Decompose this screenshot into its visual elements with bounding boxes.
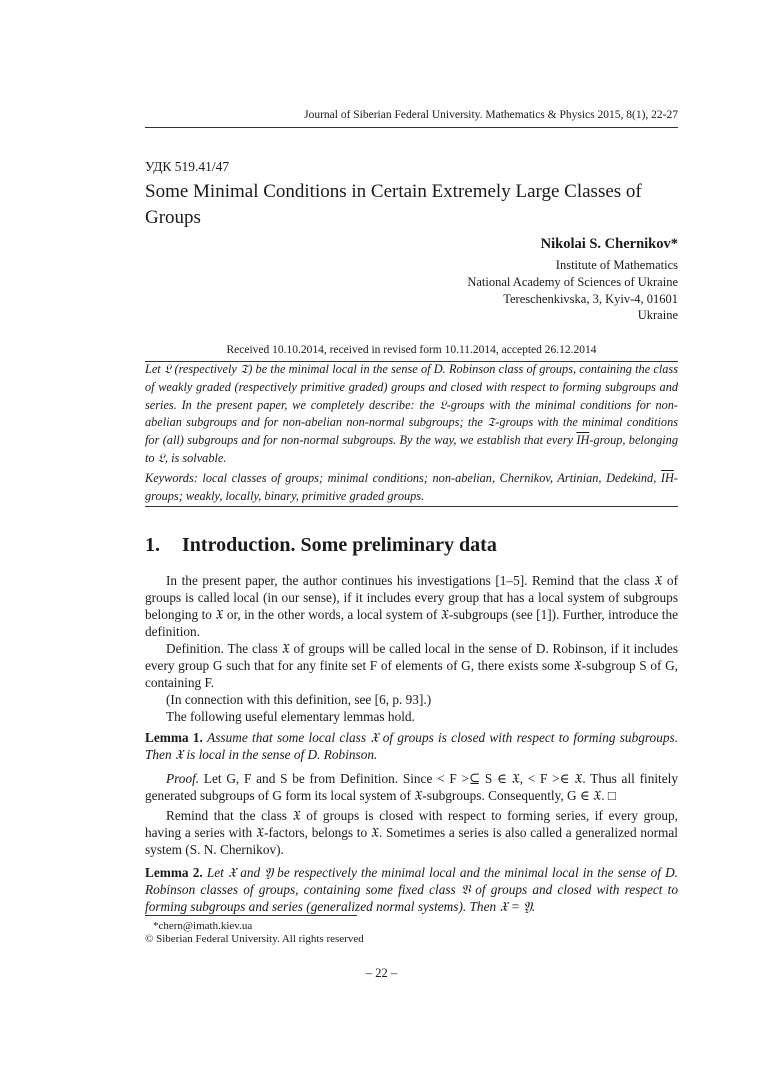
keywords-text-end: -groups; weakly, locally, binary, primitive graded groups. bbox=[145, 471, 678, 503]
paragraph: (In connection with this definition, see [6, p. 93].) bbox=[166, 692, 432, 707]
ih-symbol: $\overline{IH}$ bbox=[576, 433, 590, 448]
paragraph: Remind that the class 𝔛 of groups is closed with respect to forming series, if every group, having a series with 𝔛-factors, belongs to 𝔛. Sometimes a series is also called a generalized normal system (S. N. Chernikov). bbox=[145, 808, 678, 857]
proof-label: Proof. bbox=[166, 771, 200, 786]
keywords bbox=[145, 470, 678, 506]
proof-text: Let G, F and S be from Definition. Since < F >⊆ S ∈ 𝔛, < F >∈ 𝔛. Thus all finitely generated subgroups of G form its local system of 𝔛-subgroups. Consequently, G ∈ 𝔛. □ bbox=[145, 771, 678, 803]
lemma-text: Let 𝔛 and 𝔜 be respectively the minimal local and the minimal local in the sense of D. Robinson classes of groups, containing some fixed class 𝔙 of groups and closed with respect to forming subgroups and series (generalized normal systems). Then 𝔛 = 𝔜. bbox=[145, 865, 678, 914]
paragraph: In the present paper, the author continues his investigations [1–5]. Remind that the class 𝔛 of groups is called local (in our sense), if it includes every group that has a local system of subgroups belonging to 𝔛 or, in the other words, a local system of 𝔛-subgroups (see [1]). Further, introduce the definition. bbox=[145, 573, 678, 639]
abstract-bottom-rule bbox=[145, 506, 678, 507]
section-title: Introduction. Some preliminary data bbox=[182, 534, 497, 556]
lemma-1 bbox=[145, 729, 678, 763]
affiliation-country: Ukraine bbox=[637, 308, 678, 322]
paper-title: Some Minimal Conditions in Certain Extremely Large Classes of Groups bbox=[145, 181, 642, 228]
abstract bbox=[145, 361, 678, 468]
section-number: 1. bbox=[145, 534, 160, 556]
author-name: Nikolai S. Chernikov* bbox=[540, 236, 678, 252]
lemma-2 bbox=[145, 864, 678, 915]
section-heading bbox=[145, 534, 497, 557]
footnote-rule bbox=[145, 915, 357, 916]
proof bbox=[145, 770, 678, 804]
abstract-text: Let 𝔏 (respectively 𝔗) be the minimal local in the sense of D. Robinson class of groups, containing the class of weakly graded (respectively primitive graded) groups and closed with respect to forming subgroups and series. In the present paper, we completely describe: the 𝔏-groups with the minimal conditions for non-abelian subgroups and for non-abelian non-normal subgroups; the 𝔗-groups with the minimal conditions for (all) subgroups and for non-normal subgroups. By the way, we establish that every bbox=[145, 362, 678, 448]
lemma-text: Assume that some local class 𝔛 of groups is closed with respect to forming subgroups. Then 𝔛 is local in the sense of D. Robinson. bbox=[145, 730, 679, 762]
definition-paragraph: Definition. The class 𝔛 of groups will be called local in the sense of D. Robinson, if it includes every group G such that for any finite set F of elements of G, there exists some 𝔛-subgroup S of G, containing F. bbox=[145, 641, 678, 690]
udk-code: УДК 519.41/47 bbox=[145, 159, 230, 174]
footnote-email: *chern@imath.kiev.ua bbox=[153, 920, 253, 932]
page-number: – 22 – bbox=[365, 966, 398, 980]
journal-header: Journal of Siberian Federal University. Mathematics & Physics 2015, 8(1), 22-27 bbox=[304, 109, 678, 121]
affiliation-line: Tereschenkivska, 3, Kyiv-4, 01601 bbox=[503, 292, 678, 306]
received-dates: Received 10.10.2014, received in revised form 10.11.2014, accepted 26.12.2014 bbox=[226, 344, 597, 356]
abstract-text-end: -group, belonging to 𝔏, is solvable. bbox=[145, 433, 678, 465]
header-rule bbox=[145, 127, 678, 128]
affiliation-line: National Academy of Sciences of Ukraine bbox=[467, 275, 678, 289]
keywords-text: Keywords: local classes of groups; minimal conditions; non-abelian, Chernikov, Artinian, Dedekind, bbox=[145, 471, 661, 485]
ih-symbol: $\overline{IH}$ bbox=[660, 471, 674, 485]
lemma-label: Lemma 2. bbox=[145, 865, 203, 880]
footnote-copyright: © Siberian Federal University. All rights reserved bbox=[145, 933, 364, 945]
lemma-label: Lemma 1. bbox=[145, 730, 203, 745]
affiliation-line: Institute of Mathematics bbox=[555, 258, 678, 272]
paragraph: The following useful elementary lemmas hold. bbox=[166, 709, 415, 724]
